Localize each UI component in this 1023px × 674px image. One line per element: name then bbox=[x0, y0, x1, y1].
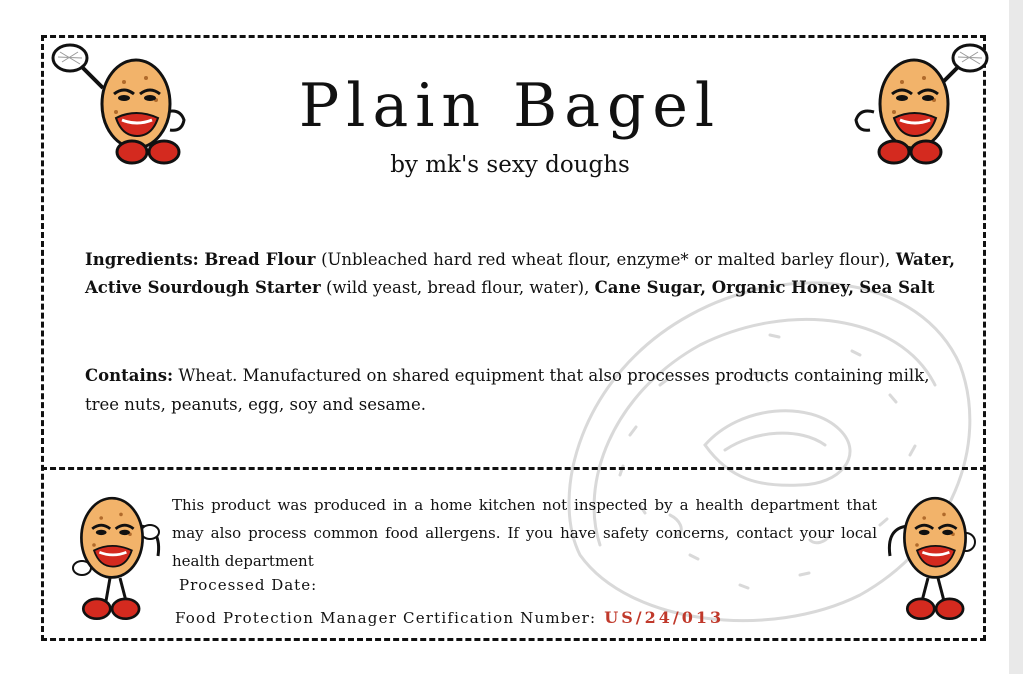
ingredient-bread-flour: Bread Flour bbox=[204, 250, 316, 269]
section-divider bbox=[41, 467, 986, 470]
ingredients-paragraph bbox=[85, 246, 955, 302]
ingredient-water-starter: Water, Active Sourdough Starter bbox=[85, 250, 956, 297]
contains-heading: Contains: bbox=[85, 366, 174, 385]
ingredients-heading: Ingredients: bbox=[85, 250, 199, 269]
ingredient-starter-detail: (wild yeast, bread flour, water), bbox=[325, 278, 590, 297]
bagel-mascot-icon bbox=[48, 40, 198, 190]
certification-line bbox=[175, 608, 724, 627]
bagel-mascot-icon bbox=[878, 486, 988, 636]
product-title: Plain Bagel bbox=[298, 71, 722, 141]
contains-text: Wheat. Manufactured on shared equipment that also processes products containing milk, tree nuts, peanuts, egg, soy and sesame. bbox=[85, 366, 930, 414]
bagel-mascot-icon bbox=[842, 40, 992, 190]
home-kitchen-disclaimer: This product was produced in a home kitchen not inspected by a health department that may also process common food allergens. If you have safety concerns, contact your local health department bbox=[172, 496, 877, 570]
page-edge bbox=[1009, 0, 1023, 674]
ingredient-salt: Sea Salt bbox=[859, 278, 935, 297]
processed-date-label: Processed Date: bbox=[179, 576, 318, 594]
ingredient-sugar-honey: Cane Sugar, Organic Honey, bbox=[594, 278, 854, 297]
brand-subtitle: by mk's sexy doughs bbox=[390, 152, 630, 178]
certification-number: US/24/013 bbox=[604, 608, 725, 627]
allergen-statement bbox=[85, 361, 955, 419]
bagel-mascot-icon bbox=[62, 486, 172, 636]
ingredient-bread-flour-detail: (Unbleached hard red wheat flour, enzyme* or malted barley flour), bbox=[321, 250, 891, 269]
certification-label: Food Protection Manager Certification Number: bbox=[175, 609, 597, 627]
